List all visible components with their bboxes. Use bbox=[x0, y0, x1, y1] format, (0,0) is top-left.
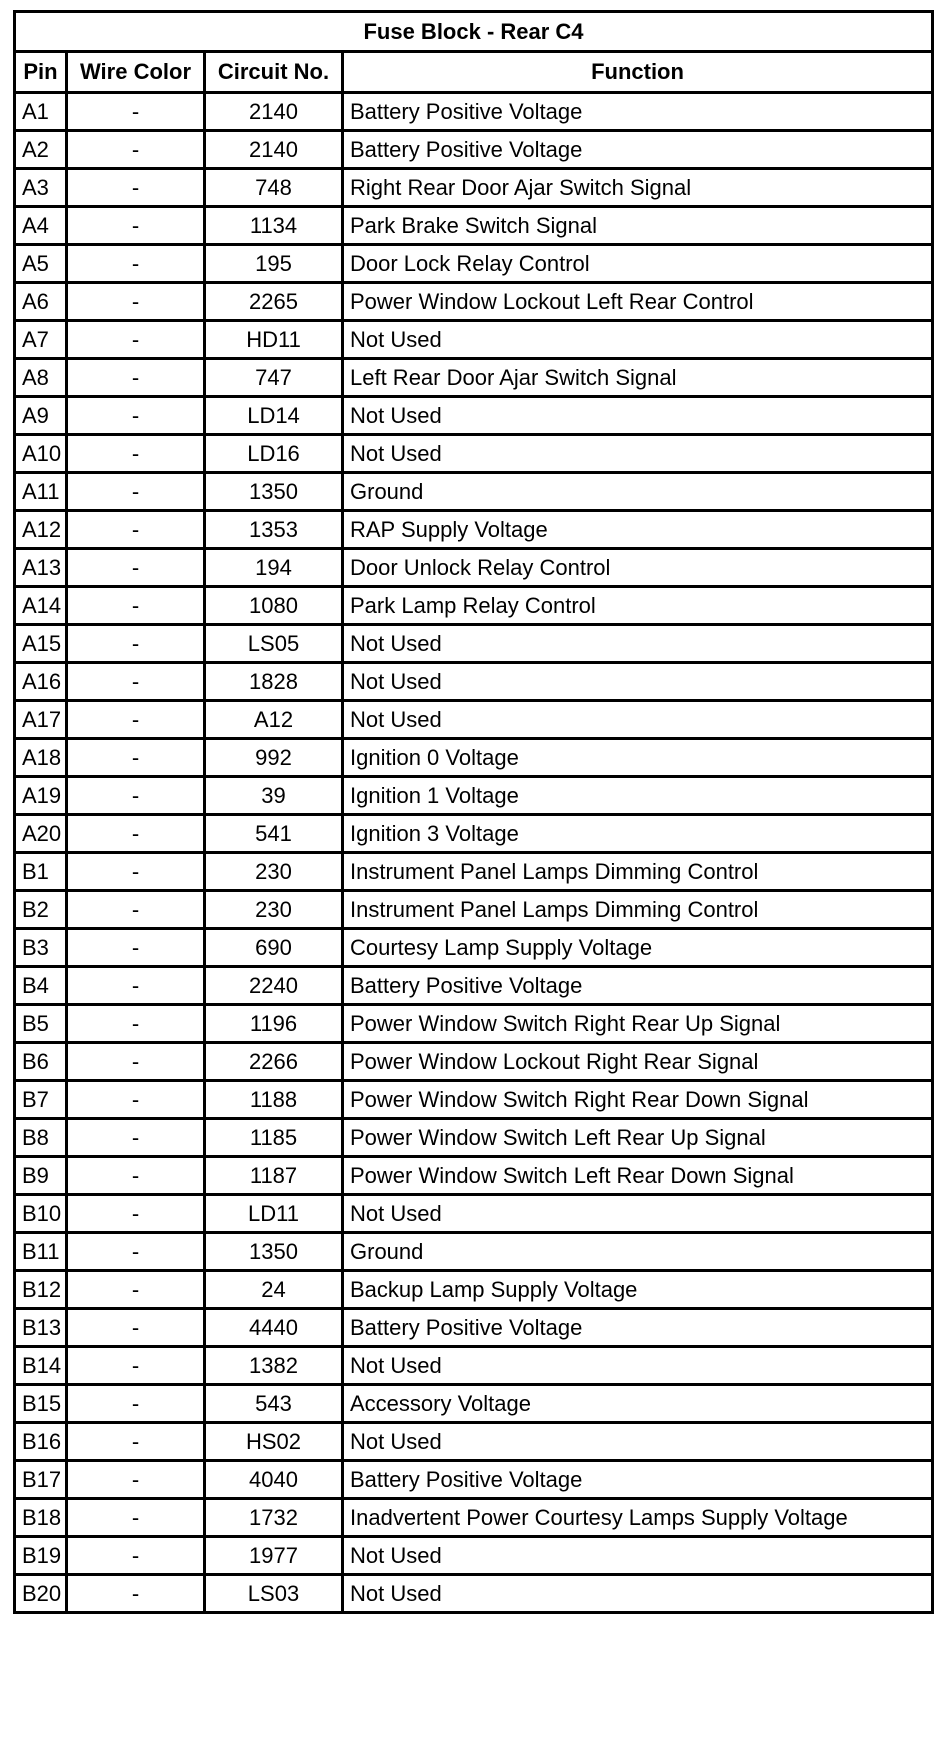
wire-color-cell: - bbox=[67, 1309, 205, 1347]
wire-color-cell: - bbox=[67, 1575, 205, 1613]
circuit-no-cell: 2140 bbox=[205, 131, 343, 169]
table-row bbox=[15, 1271, 933, 1309]
circuit-no-cell: LS05 bbox=[205, 625, 343, 663]
circuit-no-cell: 992 bbox=[205, 739, 343, 777]
pin-cell: A3 bbox=[15, 169, 67, 207]
header-circuit-no: Circuit No. bbox=[205, 52, 343, 93]
circuit-no-cell: LD16 bbox=[205, 435, 343, 473]
table-row bbox=[15, 511, 933, 549]
wire-color-cell: - bbox=[67, 359, 205, 397]
table-row bbox=[15, 321, 933, 359]
table-row bbox=[15, 131, 933, 169]
pin-cell: B12 bbox=[15, 1271, 67, 1309]
circuit-no-cell: 2266 bbox=[205, 1043, 343, 1081]
pin-cell: B13 bbox=[15, 1309, 67, 1347]
table-row bbox=[15, 397, 933, 435]
table-row bbox=[15, 701, 933, 739]
function-cell: Ground bbox=[343, 473, 933, 511]
circuit-no-cell: 2140 bbox=[205, 93, 343, 131]
wire-color-cell: - bbox=[67, 1385, 205, 1423]
function-cell: Battery Positive Voltage bbox=[343, 131, 933, 169]
wire-color-cell: - bbox=[67, 1081, 205, 1119]
table-row bbox=[15, 283, 933, 321]
wire-color-cell: - bbox=[67, 815, 205, 853]
pin-cell: A14 bbox=[15, 587, 67, 625]
pin-cell: A20 bbox=[15, 815, 67, 853]
table-title: Fuse Block - Rear C4 bbox=[15, 12, 933, 52]
circuit-no-cell: 748 bbox=[205, 169, 343, 207]
function-cell: Not Used bbox=[343, 1195, 933, 1233]
pin-cell: A19 bbox=[15, 777, 67, 815]
pin-cell: A11 bbox=[15, 473, 67, 511]
function-cell: Power Window Switch Right Rear Down Signal bbox=[343, 1081, 933, 1119]
table-row bbox=[15, 1347, 933, 1385]
function-cell: Not Used bbox=[343, 1423, 933, 1461]
function-cell: RAP Supply Voltage bbox=[343, 511, 933, 549]
function-cell: Accessory Voltage bbox=[343, 1385, 933, 1423]
function-cell: Courtesy Lamp Supply Voltage bbox=[343, 929, 933, 967]
circuit-no-cell: HD11 bbox=[205, 321, 343, 359]
function-cell: Power Window Lockout Left Rear Control bbox=[343, 283, 933, 321]
function-cell: Door Lock Relay Control bbox=[343, 245, 933, 283]
table-row bbox=[15, 359, 933, 397]
function-cell: Park Lamp Relay Control bbox=[343, 587, 933, 625]
table-title-row bbox=[15, 12, 933, 52]
circuit-no-cell: 1196 bbox=[205, 1005, 343, 1043]
pin-cell: A16 bbox=[15, 663, 67, 701]
pin-cell: B8 bbox=[15, 1119, 67, 1157]
wire-color-cell: - bbox=[67, 131, 205, 169]
function-cell: Not Used bbox=[343, 435, 933, 473]
function-cell: Not Used bbox=[343, 1537, 933, 1575]
circuit-no-cell: 541 bbox=[205, 815, 343, 853]
function-cell: Ignition 1 Voltage bbox=[343, 777, 933, 815]
wire-color-cell: - bbox=[67, 397, 205, 435]
wire-color-cell: - bbox=[67, 1461, 205, 1499]
circuit-no-cell: 24 bbox=[205, 1271, 343, 1309]
wire-color-cell: - bbox=[67, 1271, 205, 1309]
function-cell: Not Used bbox=[343, 663, 933, 701]
pin-cell: B5 bbox=[15, 1005, 67, 1043]
pin-cell: B6 bbox=[15, 1043, 67, 1081]
table-row bbox=[15, 853, 933, 891]
circuit-no-cell: 1080 bbox=[205, 587, 343, 625]
circuit-no-cell: 1353 bbox=[205, 511, 343, 549]
wire-color-cell: - bbox=[67, 1119, 205, 1157]
function-cell: Not Used bbox=[343, 397, 933, 435]
circuit-no-cell: LS03 bbox=[205, 1575, 343, 1613]
wire-color-cell: - bbox=[67, 207, 205, 245]
function-cell: Instrument Panel Lamps Dimming Control bbox=[343, 853, 933, 891]
pin-cell: B2 bbox=[15, 891, 67, 929]
wire-color-cell: - bbox=[67, 169, 205, 207]
pin-cell: A15 bbox=[15, 625, 67, 663]
pin-cell: A9 bbox=[15, 397, 67, 435]
wire-color-cell: - bbox=[67, 1233, 205, 1271]
header-pin: Pin bbox=[15, 52, 67, 93]
pin-cell: B20 bbox=[15, 1575, 67, 1613]
circuit-no-cell: 1188 bbox=[205, 1081, 343, 1119]
wire-color-cell: - bbox=[67, 1195, 205, 1233]
table-row bbox=[15, 1575, 933, 1613]
function-cell: Power Window Switch Right Rear Up Signal bbox=[343, 1005, 933, 1043]
pin-cell: B11 bbox=[15, 1233, 67, 1271]
connector-table bbox=[13, 10, 934, 1614]
pin-cell: A2 bbox=[15, 131, 67, 169]
pin-cell: A18 bbox=[15, 739, 67, 777]
function-cell: Right Rear Door Ajar Switch Signal bbox=[343, 169, 933, 207]
circuit-no-cell: 2240 bbox=[205, 967, 343, 1005]
function-cell: Not Used bbox=[343, 1575, 933, 1613]
wire-color-cell: - bbox=[67, 1499, 205, 1537]
wire-color-cell: - bbox=[67, 853, 205, 891]
pin-cell: A4 bbox=[15, 207, 67, 245]
table-row bbox=[15, 777, 933, 815]
pin-cell: B18 bbox=[15, 1499, 67, 1537]
table-row bbox=[15, 1119, 933, 1157]
pin-cell: B15 bbox=[15, 1385, 67, 1423]
table-row bbox=[15, 891, 933, 929]
pin-cell: B14 bbox=[15, 1347, 67, 1385]
table-row bbox=[15, 587, 933, 625]
table-row bbox=[15, 1081, 933, 1119]
table-row bbox=[15, 1499, 933, 1537]
header-wire-color: Wire Color bbox=[67, 52, 205, 93]
function-cell: Inadvertent Power Courtesy Lamps Supply Voltage bbox=[343, 1499, 933, 1537]
pin-cell: A6 bbox=[15, 283, 67, 321]
pin-cell: B16 bbox=[15, 1423, 67, 1461]
table-row bbox=[15, 93, 933, 131]
wire-color-cell: - bbox=[67, 701, 205, 739]
pin-cell: B9 bbox=[15, 1157, 67, 1195]
circuit-no-cell: 1185 bbox=[205, 1119, 343, 1157]
wire-color-cell: - bbox=[67, 663, 205, 701]
wire-color-cell: - bbox=[67, 929, 205, 967]
function-cell: Battery Positive Voltage bbox=[343, 1309, 933, 1347]
table-row bbox=[15, 1537, 933, 1575]
wire-color-cell: - bbox=[67, 549, 205, 587]
pin-cell: A17 bbox=[15, 701, 67, 739]
wire-color-cell: - bbox=[67, 511, 205, 549]
circuit-no-cell: 2265 bbox=[205, 283, 343, 321]
wire-color-cell: - bbox=[67, 1423, 205, 1461]
table-row bbox=[15, 549, 933, 587]
circuit-no-cell: 1977 bbox=[205, 1537, 343, 1575]
pin-cell: A7 bbox=[15, 321, 67, 359]
table-row bbox=[15, 1157, 933, 1195]
table-row bbox=[15, 473, 933, 511]
circuit-no-cell: 230 bbox=[205, 891, 343, 929]
function-cell: Park Brake Switch Signal bbox=[343, 207, 933, 245]
circuit-no-cell: 195 bbox=[205, 245, 343, 283]
table-row bbox=[15, 739, 933, 777]
table-row bbox=[15, 1385, 933, 1423]
circuit-no-cell: 1350 bbox=[205, 1233, 343, 1271]
circuit-no-cell: 543 bbox=[205, 1385, 343, 1423]
wire-color-cell: - bbox=[67, 967, 205, 1005]
wire-color-cell: - bbox=[67, 587, 205, 625]
circuit-no-cell: 1350 bbox=[205, 473, 343, 511]
function-cell: Not Used bbox=[343, 321, 933, 359]
circuit-no-cell: 4440 bbox=[205, 1309, 343, 1347]
circuit-no-cell: A12 bbox=[205, 701, 343, 739]
wire-color-cell: - bbox=[67, 321, 205, 359]
function-cell: Not Used bbox=[343, 701, 933, 739]
table-row bbox=[15, 929, 933, 967]
header-function: Function bbox=[343, 52, 933, 93]
pin-cell: A13 bbox=[15, 549, 67, 587]
wire-color-cell: - bbox=[67, 777, 205, 815]
function-cell: Not Used bbox=[343, 625, 933, 663]
circuit-no-cell: 1134 bbox=[205, 207, 343, 245]
function-cell: Power Window Lockout Right Rear Signal bbox=[343, 1043, 933, 1081]
circuit-no-cell: 1732 bbox=[205, 1499, 343, 1537]
pin-cell: B19 bbox=[15, 1537, 67, 1575]
function-cell: Ground bbox=[343, 1233, 933, 1271]
function-cell: Power Window Switch Left Rear Down Signal bbox=[343, 1157, 933, 1195]
wire-color-cell: - bbox=[67, 93, 205, 131]
wire-color-cell: - bbox=[67, 1043, 205, 1081]
table-row bbox=[15, 1423, 933, 1461]
pin-cell: A10 bbox=[15, 435, 67, 473]
table-row bbox=[15, 169, 933, 207]
circuit-no-cell: HS02 bbox=[205, 1423, 343, 1461]
circuit-no-cell: 747 bbox=[205, 359, 343, 397]
table-row bbox=[15, 1005, 933, 1043]
wire-color-cell: - bbox=[67, 283, 205, 321]
table-row bbox=[15, 625, 933, 663]
pin-cell: B17 bbox=[15, 1461, 67, 1499]
table-row bbox=[15, 207, 933, 245]
table-row bbox=[15, 435, 933, 473]
table-body bbox=[15, 93, 933, 1613]
function-cell: Power Window Switch Left Rear Up Signal bbox=[343, 1119, 933, 1157]
pin-cell: A1 bbox=[15, 93, 67, 131]
wire-color-cell: - bbox=[67, 1347, 205, 1385]
table-row bbox=[15, 967, 933, 1005]
table-row bbox=[15, 663, 933, 701]
circuit-no-cell: 690 bbox=[205, 929, 343, 967]
function-cell: Not Used bbox=[343, 1347, 933, 1385]
pin-cell: B7 bbox=[15, 1081, 67, 1119]
function-cell: Door Unlock Relay Control bbox=[343, 549, 933, 587]
table-row bbox=[15, 815, 933, 853]
table-row bbox=[15, 1461, 933, 1499]
table-row bbox=[15, 1233, 933, 1271]
pin-cell: A5 bbox=[15, 245, 67, 283]
circuit-no-cell: 194 bbox=[205, 549, 343, 587]
function-cell: Battery Positive Voltage bbox=[343, 967, 933, 1005]
wire-color-cell: - bbox=[67, 625, 205, 663]
circuit-no-cell: 230 bbox=[205, 853, 343, 891]
function-cell: Ignition 3 Voltage bbox=[343, 815, 933, 853]
wire-color-cell: - bbox=[67, 245, 205, 283]
function-cell: Backup Lamp Supply Voltage bbox=[343, 1271, 933, 1309]
function-cell: Left Rear Door Ajar Switch Signal bbox=[343, 359, 933, 397]
wire-color-cell: - bbox=[67, 739, 205, 777]
wire-color-cell: - bbox=[67, 1005, 205, 1043]
wire-color-cell: - bbox=[67, 1537, 205, 1575]
table-row bbox=[15, 1043, 933, 1081]
circuit-no-cell: 4040 bbox=[205, 1461, 343, 1499]
function-cell: Instrument Panel Lamps Dimming Control bbox=[343, 891, 933, 929]
function-cell: Battery Positive Voltage bbox=[343, 1461, 933, 1499]
circuit-no-cell: 1382 bbox=[205, 1347, 343, 1385]
table-row bbox=[15, 245, 933, 283]
table-row bbox=[15, 1309, 933, 1347]
circuit-no-cell: 39 bbox=[205, 777, 343, 815]
circuit-no-cell: 1828 bbox=[205, 663, 343, 701]
pin-cell: B10 bbox=[15, 1195, 67, 1233]
table-header-row bbox=[15, 52, 933, 93]
wire-color-cell: - bbox=[67, 435, 205, 473]
circuit-no-cell: LD14 bbox=[205, 397, 343, 435]
function-cell: Battery Positive Voltage bbox=[343, 93, 933, 131]
pin-cell: B3 bbox=[15, 929, 67, 967]
wire-color-cell: - bbox=[67, 473, 205, 511]
pin-cell: A8 bbox=[15, 359, 67, 397]
circuit-no-cell: 1187 bbox=[205, 1157, 343, 1195]
pin-cell: B4 bbox=[15, 967, 67, 1005]
wire-color-cell: - bbox=[67, 1157, 205, 1195]
pin-cell: B1 bbox=[15, 853, 67, 891]
wire-color-cell: - bbox=[67, 891, 205, 929]
table-row bbox=[15, 1195, 933, 1233]
function-cell: Ignition 0 Voltage bbox=[343, 739, 933, 777]
pin-cell: A12 bbox=[15, 511, 67, 549]
circuit-no-cell: LD11 bbox=[205, 1195, 343, 1233]
